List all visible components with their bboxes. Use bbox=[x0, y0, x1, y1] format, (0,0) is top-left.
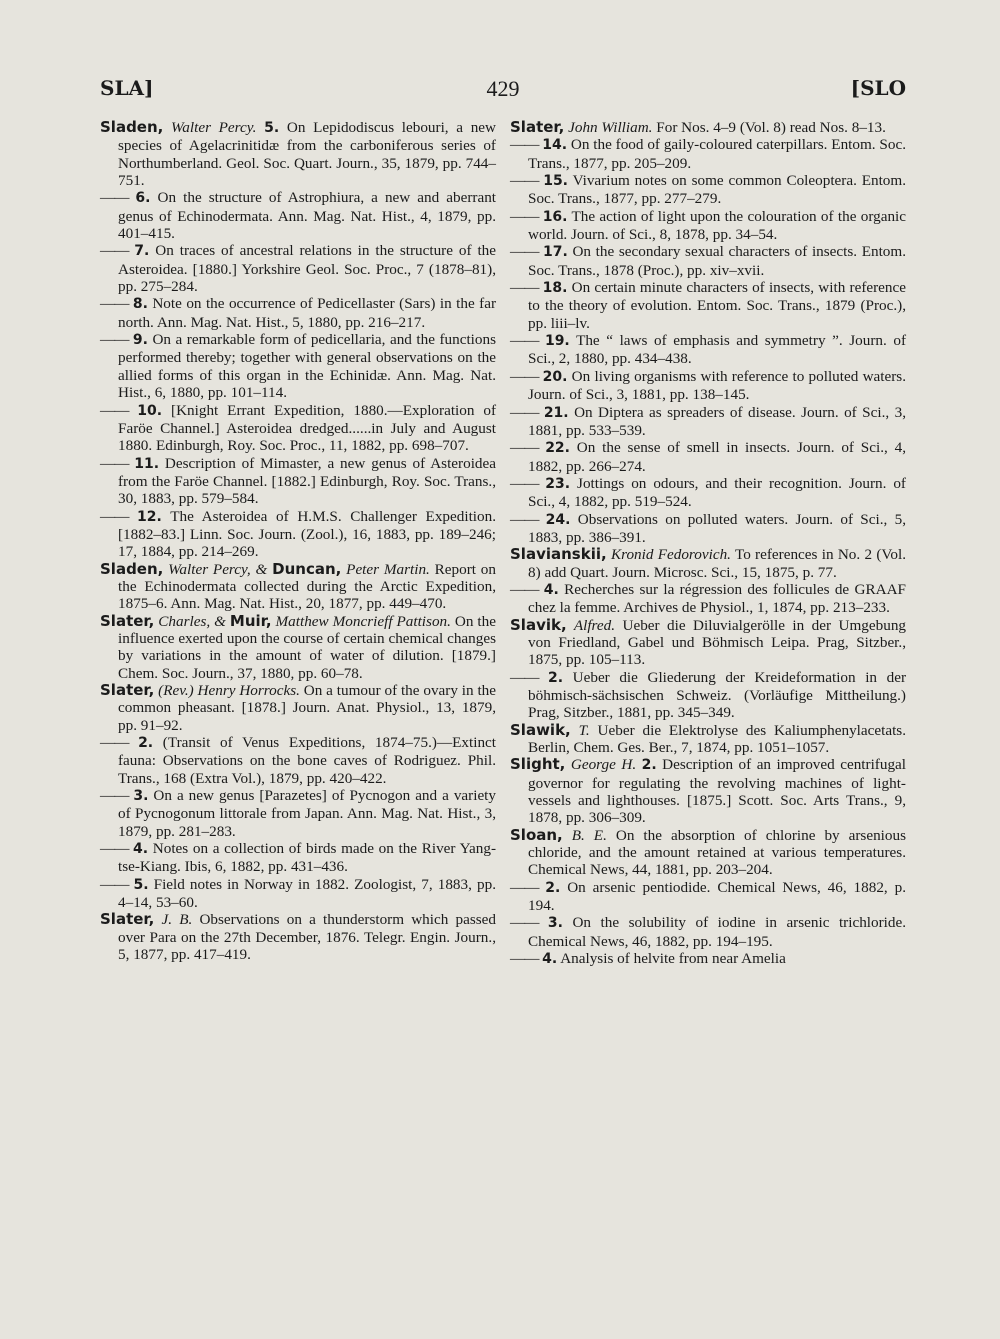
entry-number: 23. bbox=[545, 475, 571, 492]
entry-text: To references in No. 2 (Vol. 8) add Quart. Journ. Microsc. Sci., 15, 1875, p. 77. bbox=[528, 546, 907, 581]
bibliography-entry bbox=[510, 439, 906, 475]
entry-dash: —— bbox=[510, 950, 539, 968]
entry-dash: —— bbox=[510, 243, 539, 261]
author-surname: Slawik, bbox=[510, 720, 571, 739]
entry-text: On a new genus [Parazetes] of Pycnogon and a variety of Pycnogonum littorale from Japan. Ann. Mag. Nat. Hist., 3, 1879, pp. 281–283. bbox=[118, 787, 496, 840]
entry-text: On the secondary sexual characters of insects. Entom. Soc. Trans., 1878 (Proc.), pp. xiv–xvii. bbox=[528, 243, 907, 279]
coauthor-forenames: Matthew Moncrieff Pattison. bbox=[271, 612, 451, 630]
author-forenames: Charles, & bbox=[154, 612, 230, 630]
entry-text: On Lepidodiscus lebouri, a new species of Agelacrinitidæ from the carboniferous series of Northumberland. Geol. Soc. Quart. Journ., 35, 1879, pp. 744–751. bbox=[118, 119, 496, 190]
entry-text: On the food of gaily-coloured caterpillars. Entom. Soc. Trans., 1877, pp. 205–209. bbox=[528, 136, 907, 172]
bibliography-entry bbox=[510, 756, 906, 826]
entry-text: Note on the occurrence of Pedicellaster (Sars) in the far north. Ann. Mag. Nat. Hist., 5, 1880, pp. 216–217. bbox=[118, 295, 496, 331]
entry-dash: —— bbox=[100, 401, 129, 419]
bibliography-entry bbox=[100, 242, 496, 295]
entry-number: 17. bbox=[543, 244, 568, 261]
author-surname: Slater, bbox=[510, 118, 565, 136]
entry-dash: —— bbox=[510, 580, 539, 598]
author-surname: Slight, bbox=[510, 755, 566, 774]
bibliography-entry bbox=[510, 136, 906, 172]
author-forenames: Walter Percy, & bbox=[163, 560, 273, 578]
entry-dash: —— bbox=[510, 332, 539, 350]
entry-dash: —— bbox=[510, 279, 539, 297]
entry-number: 7. bbox=[134, 243, 150, 260]
author-surname: Slavianskii, bbox=[510, 545, 607, 564]
entry-dash: —— bbox=[510, 914, 539, 932]
author-surname: Slater, bbox=[100, 681, 155, 699]
bibliography-entry bbox=[510, 279, 906, 332]
entry-text: Observations on polluted waters. Journ. of Sci., 5, 1883, pp. 386–391. bbox=[528, 510, 906, 546]
entry-text: On a remarkable form of pedicellaria, and the functions performed thereby; together with general observations on the allied forms of this organ in the Echinidæ. Ann. Mag. Nat. Hist., 6, 1880, pp. 101–114. bbox=[118, 331, 496, 402]
entry-number: 2. bbox=[545, 879, 561, 896]
header-right-guide: [SLO bbox=[850, 76, 906, 100]
author-forenames: John William. bbox=[564, 119, 653, 136]
entry-text: Vivarium notes on some common Coleoptera. Entom. Soc. Trans., 1877, pp. 277–279. bbox=[528, 172, 906, 208]
bibliography-entry bbox=[510, 404, 906, 440]
entry-number: 8. bbox=[132, 296, 148, 313]
bibliography-entry bbox=[510, 208, 906, 244]
bibliography-entry bbox=[100, 734, 496, 787]
entry-text: Analysis of helvite from near Amelia bbox=[557, 950, 786, 968]
page-number: 429 bbox=[486, 76, 520, 101]
entry-text: On a tumour of the ovary in the common pheasant. [1878.] Journ. Anat. Physiol., 13, 1879, pp. 91–92. bbox=[118, 682, 496, 734]
entry-dash: —— bbox=[510, 878, 539, 896]
entry-number: 9. bbox=[132, 332, 148, 349]
entry-dash: —— bbox=[510, 668, 539, 686]
entry-number: 24. bbox=[545, 511, 571, 528]
entry-text: (Transit of Venus Expeditions, 1874–75.)—Extinct fauna: Observations on the bone caves of Rodriguez. Phil. Trans., 168 (Extra Vol.), 1879, pp. 420–422. bbox=[118, 734, 496, 787]
entry-dash: —— bbox=[510, 172, 539, 190]
bibliography-entry bbox=[100, 402, 496, 455]
entry-text: Recherches sur la régression des follicules de GRAAF chez la femme. Archives de Physiol., 1, 1874, pp. 213–233. bbox=[528, 580, 906, 617]
entry-number: 2. bbox=[547, 669, 564, 686]
bibliography-entry bbox=[510, 475, 906, 511]
entry-dash: —— bbox=[510, 403, 539, 421]
entry-text: On Diptera as spreaders of disease. Journ. of Sci., 3, 1881, pp. 533–539. bbox=[528, 403, 906, 439]
author-forenames: George H. bbox=[565, 756, 642, 774]
entry-number: 14. bbox=[542, 137, 568, 154]
bibliography-entry bbox=[100, 787, 496, 840]
entry-dash: —— bbox=[100, 875, 129, 893]
entry-text: Observations on a thunderstorm which passed over Para on the 27th December, 1876. Telegr. Engin. Journ., 5, 1877, pp. 417–419. bbox=[118, 911, 496, 964]
entry-text: Description of Mimaster, a new genus of Asteroidea from the Faröe Channel. [1882.] Edinburgh, Roy. Soc. Trans., 30, 1883, pp. 579–584. bbox=[118, 454, 496, 508]
bibliography-entry bbox=[100, 876, 496, 912]
entry-dash: —— bbox=[100, 242, 129, 260]
entry-dash: —— bbox=[100, 840, 129, 858]
entry-number: 21. bbox=[543, 404, 569, 421]
entry-text: For Nos. 4–9 (Vol. 8) read Nos. 8–13. bbox=[652, 119, 886, 136]
entry-text: Field notes in Norway in 1882. Zoologist, 7, 1883, pp. 4–14, 53–60. bbox=[118, 875, 496, 912]
entry-number: 3. bbox=[547, 915, 563, 932]
entry-number: 20. bbox=[542, 368, 568, 385]
entry-number: 5. bbox=[133, 876, 149, 893]
left-column bbox=[100, 119, 496, 964]
entry-text: On the solubility of iodine in arsenic trichloride. Chemical News, 46, 1882, pp. 194–195. bbox=[528, 914, 907, 950]
entry-text: Report on the Echinodermata collected during the Arctic Expedition, 1875–6. Ann. Mag. Nat. Hist., 20, 1877, pp. 449–470. bbox=[118, 560, 496, 613]
author-surname: Sloan, bbox=[510, 825, 563, 844]
entry-number: 2. bbox=[138, 735, 154, 752]
bibliography-entry bbox=[510, 581, 906, 617]
entry-dash: —— bbox=[510, 439, 539, 457]
bibliography-entry bbox=[100, 331, 496, 401]
bibliography-entry bbox=[510, 669, 906, 722]
author-surname: Slater, bbox=[100, 910, 155, 929]
author-surname: Slater, bbox=[100, 611, 155, 630]
running-header bbox=[100, 76, 906, 106]
bibliography-entry bbox=[510, 172, 906, 208]
entry-dash: —— bbox=[100, 331, 129, 349]
author-forenames: Kronid Fedorovich. bbox=[606, 546, 731, 564]
entry-number: 4. bbox=[133, 841, 149, 858]
entry-number: 4. bbox=[542, 951, 558, 968]
entry-text: On certain minute characters of insects, with reference to the theory of evolution. Entom. Soc. Trans., 1879 (Proc.), pp. liii–lv. bbox=[528, 279, 906, 332]
bibliography-entry bbox=[510, 879, 906, 915]
bibliography-entry bbox=[510, 914, 906, 950]
author-surname: Sladen, bbox=[100, 559, 164, 578]
bibliography-entry bbox=[100, 911, 496, 963]
bibliography-entry bbox=[510, 511, 906, 547]
entry-text: The action of light upon the colouration of the organic world. Journ. of Sci., 8, 1878, pp. 34–54. bbox=[528, 207, 907, 244]
coauthor-surname: Duncan, bbox=[272, 559, 342, 578]
author-surname: Slavik, bbox=[510, 615, 567, 634]
coauthor-forenames: Peter Martin. bbox=[341, 560, 430, 578]
entry-dash: —— bbox=[510, 207, 539, 225]
author-forenames: Walter Percy. bbox=[163, 119, 265, 136]
entry-number: 19. bbox=[544, 333, 570, 350]
entry-number: 18. bbox=[542, 280, 568, 297]
entry-dash: —— bbox=[510, 510, 539, 528]
entry-dash: —— bbox=[100, 507, 129, 525]
bibliography-entry bbox=[100, 508, 496, 561]
author-surname: Sladen, bbox=[100, 118, 164, 136]
entry-text: [Knight Errant Expedition, 1880.—Exploration of Faröe Channel.] Asteroidea dredged......in July and August 1880. Edinburgh, Roy. Soc. Proc., 11, 1882, pp. 698–707. bbox=[118, 401, 497, 455]
entry-number: 2. bbox=[641, 757, 657, 774]
entry-dash: —— bbox=[100, 454, 129, 472]
bibliography-entry bbox=[510, 368, 906, 404]
bibliography-entry bbox=[100, 189, 496, 242]
author-forenames: T. bbox=[570, 721, 590, 739]
bibliography-entry bbox=[510, 950, 906, 968]
entry-number: 5. bbox=[264, 120, 280, 136]
entry-number: 4. bbox=[543, 581, 559, 598]
bibliography-entry bbox=[100, 455, 496, 508]
entry-dash: —— bbox=[510, 474, 539, 492]
entry-text: On traces of ancestral relations in the structure of the Asteroidea. [1880.] Yorkshire Geol. Soc. Proc., 7 (1878–81), pp. 275–284. bbox=[118, 242, 496, 296]
author-forenames: (Rev.) Henry Horrocks. bbox=[154, 682, 300, 699]
entry-text: Notes on a collection of birds made on the River Yang-tse-Kiang. Ibis, 6, 1882, pp. 431–436. bbox=[118, 840, 496, 876]
entry-text: On arsenic pentiodide. Chemical News, 46, 1882, p. 194. bbox=[528, 878, 906, 915]
bibliography-entry bbox=[100, 295, 496, 331]
entry-number: 3. bbox=[133, 788, 149, 805]
entry-number: 16. bbox=[542, 208, 568, 225]
entry-dash: —— bbox=[100, 734, 129, 752]
entry-text: The “ laws of emphasis and symmetry ”. Journ. of Sci., 2, 1880, pp. 434–438. bbox=[528, 332, 907, 368]
bibliography-entry bbox=[100, 561, 496, 613]
entry-number: 12. bbox=[137, 508, 162, 525]
author-forenames: B. E. bbox=[562, 826, 607, 844]
author-forenames: J. B. bbox=[154, 911, 193, 929]
entry-number: 11. bbox=[134, 455, 160, 472]
entry-text: On the influence exerted upon the course of certain chemical changes by variations in the amount of water of dilution. [1879.] Chem. Soc. Journ., 37, 1880, pp. 60–78. bbox=[118, 612, 496, 682]
entry-text: On the absorption of chlorine by arsenious chloride, and the amount retained at various temperatures. Chemical News, 44, 1881, pp. 203–204. bbox=[528, 826, 906, 879]
bibliography-entry bbox=[100, 119, 496, 189]
bibliography-entry bbox=[100, 613, 496, 682]
entry-text: Description of an improved centrifugal governor for regulating the revolving machines of light-vessels and lighthouses. [1875.] Scott. Soc. Arts Trans., 9, 1878, pp. 306–309. bbox=[528, 756, 907, 827]
bibliography-entry bbox=[510, 617, 906, 669]
bibliography-entry bbox=[510, 827, 906, 879]
entry-text: Jottings on odours, and their recognition. Journ. of Sci., 4, 1882, pp. 519–524. bbox=[528, 474, 906, 511]
bibliography-entry bbox=[510, 243, 906, 279]
bibliography-entry bbox=[510, 546, 906, 581]
entry-text: Ueber die Elektrolyse des Kaliumphenylacetats. Berlin, Chem. Ges. Ber., 7, 1874, pp. 1051–1057. bbox=[528, 721, 906, 757]
entry-text: Ueber die Gliederung der Kreideformation in der böhmisch-sächsischen Schweiz. (Vorläufige Mittheilung.) Prag, Sitzber., 1881, pp. 345–349. bbox=[528, 668, 907, 722]
entry-dash: —— bbox=[100, 295, 129, 313]
header-left-guide: SLA] bbox=[100, 76, 154, 100]
entry-dash: —— bbox=[510, 136, 539, 154]
bibliography-entry bbox=[100, 840, 496, 876]
entry-text: Ueber die Diluvialgerölle in der Umgebung von Friedland, Gabel und Böhmisch Leipa. Prag, Sitzber., 1875, pp. 105–113. bbox=[528, 616, 907, 669]
bibliography-entry bbox=[100, 682, 496, 734]
entry-text: On living organisms with reference to polluted waters. Journ. of Sci., 3, 1881, pp. 138–145. bbox=[528, 367, 907, 404]
entry-dash: —— bbox=[100, 189, 129, 207]
entry-dash: —— bbox=[510, 367, 539, 385]
coauthor-surname: Muir, bbox=[229, 611, 272, 630]
right-column bbox=[510, 119, 906, 969]
bibliography-entry bbox=[510, 722, 906, 757]
entry-dash: —— bbox=[100, 787, 129, 805]
bibliography-entry bbox=[510, 119, 906, 136]
entry-text: The Asteroidea of H.M.S. Challenger Expedition. [1882–83.] Linn. Soc. Journ. (Zool.), 16, 1883, pp. 189–246; 17, 1884, pp. 214–269. bbox=[118, 507, 496, 561]
entry-text: On the structure of Astrophiura, a new and aberrant genus of Echinodermata. Ann. Mag. Nat. Hist., 4, 1879, pp. 401–415. bbox=[118, 189, 497, 243]
bibliography-entry bbox=[510, 332, 906, 368]
entry-number: 15. bbox=[543, 173, 569, 190]
entry-number: 6. bbox=[135, 190, 151, 207]
entry-number: 22. bbox=[545, 440, 570, 457]
entry-text: On the sense of smell in insects. Journ. of Sci., 4, 1882, pp. 266–274. bbox=[528, 439, 906, 475]
entry-number: 10. bbox=[137, 402, 163, 419]
author-forenames: Alfred. bbox=[566, 616, 616, 634]
